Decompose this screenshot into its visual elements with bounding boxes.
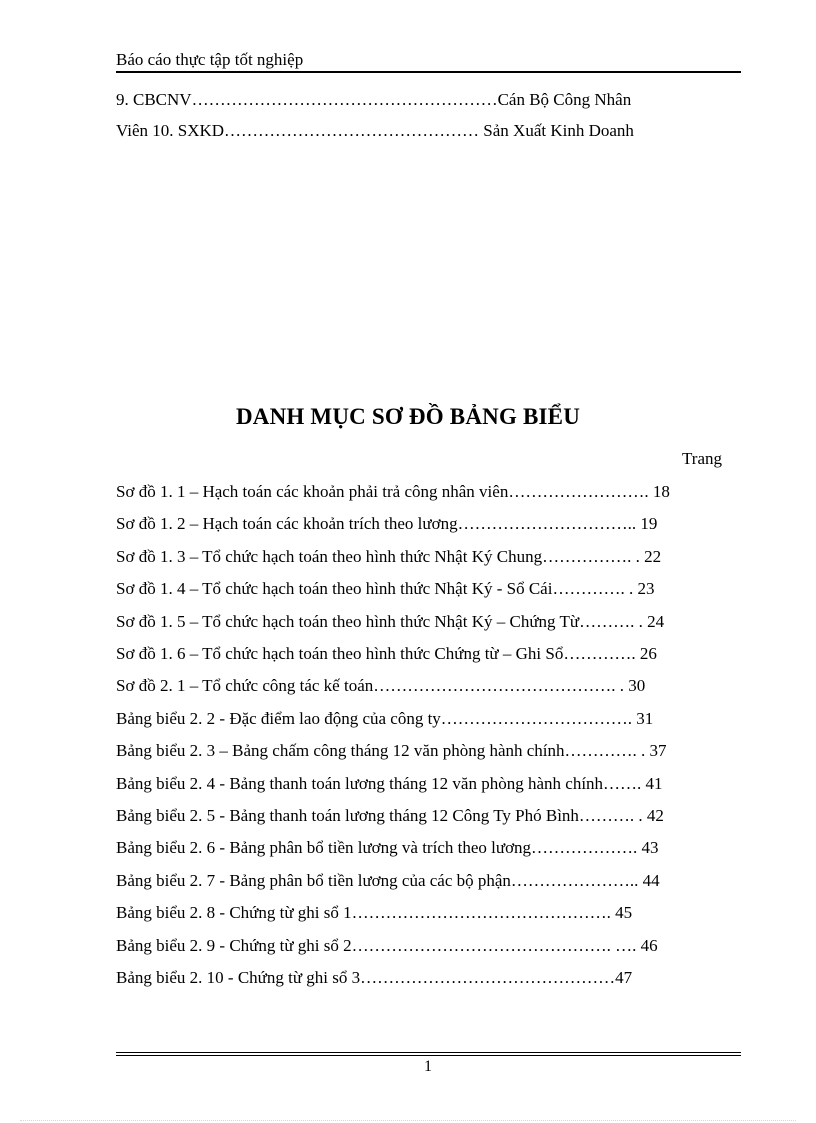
toc-entry: Bảng biểu 2. 6 - Bảng phân bổ tiền lương và trích theo lương………………. 43: [116, 838, 659, 858]
toc-entry: Sơ đồ 1. 3 – Tổ chức hạch toán theo hình thức Nhật Ký Chung……………. . 22: [116, 546, 662, 566]
page-number: 1: [424, 1058, 432, 1075]
page-column-label: Trang: [682, 449, 722, 468]
toc-entry: Bảng biểu 2. 7 - Bảng phân bổ tiền lương của các bộ phận………………….. 44: [116, 870, 660, 890]
toc-entry: Sơ đồ 1. 2 – Hạch toán các khoản trích theo lương………………………….. 19: [116, 514, 658, 534]
toc-entry: Bảng biểu 2. 2 - Đặc điểm lao động của công ty……………………………. 31: [116, 708, 654, 728]
toc-entry: Sơ đồ 1. 4 – Tổ chức hạch toán theo hình thức Nhật Ký - Sổ Cái…………. . 23: [116, 579, 655, 599]
toc-entry: Sơ đồ 1. 1 – Hạch toán các khoản phải trả công nhân viên……………………. 18: [116, 482, 670, 501]
toc-entry: Bảng biểu 2. 8 - Chứng từ ghi sổ 1………………………………………. 45: [116, 903, 633, 923]
abbreviation-line-2: Viên 10. SXKD……………………………………… Sản Xuất Kinh Doanh: [116, 121, 634, 140]
toc-entry: Sơ đồ 1. 6 – Tổ chức hạch toán theo hình thức Chứng từ – Ghi Sổ…………. 26: [116, 644, 657, 664]
footer-rule: [116, 1055, 741, 1056]
abbreviation-line-1: 9. CBCNV………………………………………………Cán Bộ Công Nhân: [116, 90, 632, 109]
abbreviation-list: [116, 84, 738, 146]
toc-entry: Sơ đồ 2. 1 – Tổ chức công tác kế toán……………………………………. . 30: [116, 676, 646, 696]
list-title: DANH MỤC SƠ ĐỒ BẢNG BIỂU: [235, 404, 581, 429]
toc-entry: Bảng biểu 2. 3 – Bảng chấm công tháng 12 văn phòng hành chính…………. . 37: [116, 741, 667, 761]
toc-entry: Bảng biểu 2. 5 - Bảng thanh toán lương tháng 12 Công Ty Phó Bình………. . 42: [116, 806, 664, 826]
toc-entry: Bảng biểu 2. 9 - Chứng từ ghi sổ 2………………………………………. …. 46: [116, 935, 658, 955]
table-of-figures: [116, 476, 746, 995]
toc-entry: Bảng biểu 2. 10 - Chứng từ ghi sổ 3………………………………………47: [116, 968, 633, 988]
running-header: Báo cáo thực tập tốt nghiệp: [116, 50, 304, 69]
footer-rule: [116, 1052, 741, 1053]
toc-entry: Sơ đồ 1. 5 – Tổ chức hạch toán theo hình thức Nhật Ký – Chứng Từ………. . 24: [116, 611, 665, 631]
toc-entry: Bảng biểu 2. 4 - Bảng thanh toán lương tháng 12 văn phòng hành chính……. 41: [116, 773, 663, 793]
page-edge-divider: [20, 1120, 796, 1121]
header-rule: [116, 71, 741, 73]
